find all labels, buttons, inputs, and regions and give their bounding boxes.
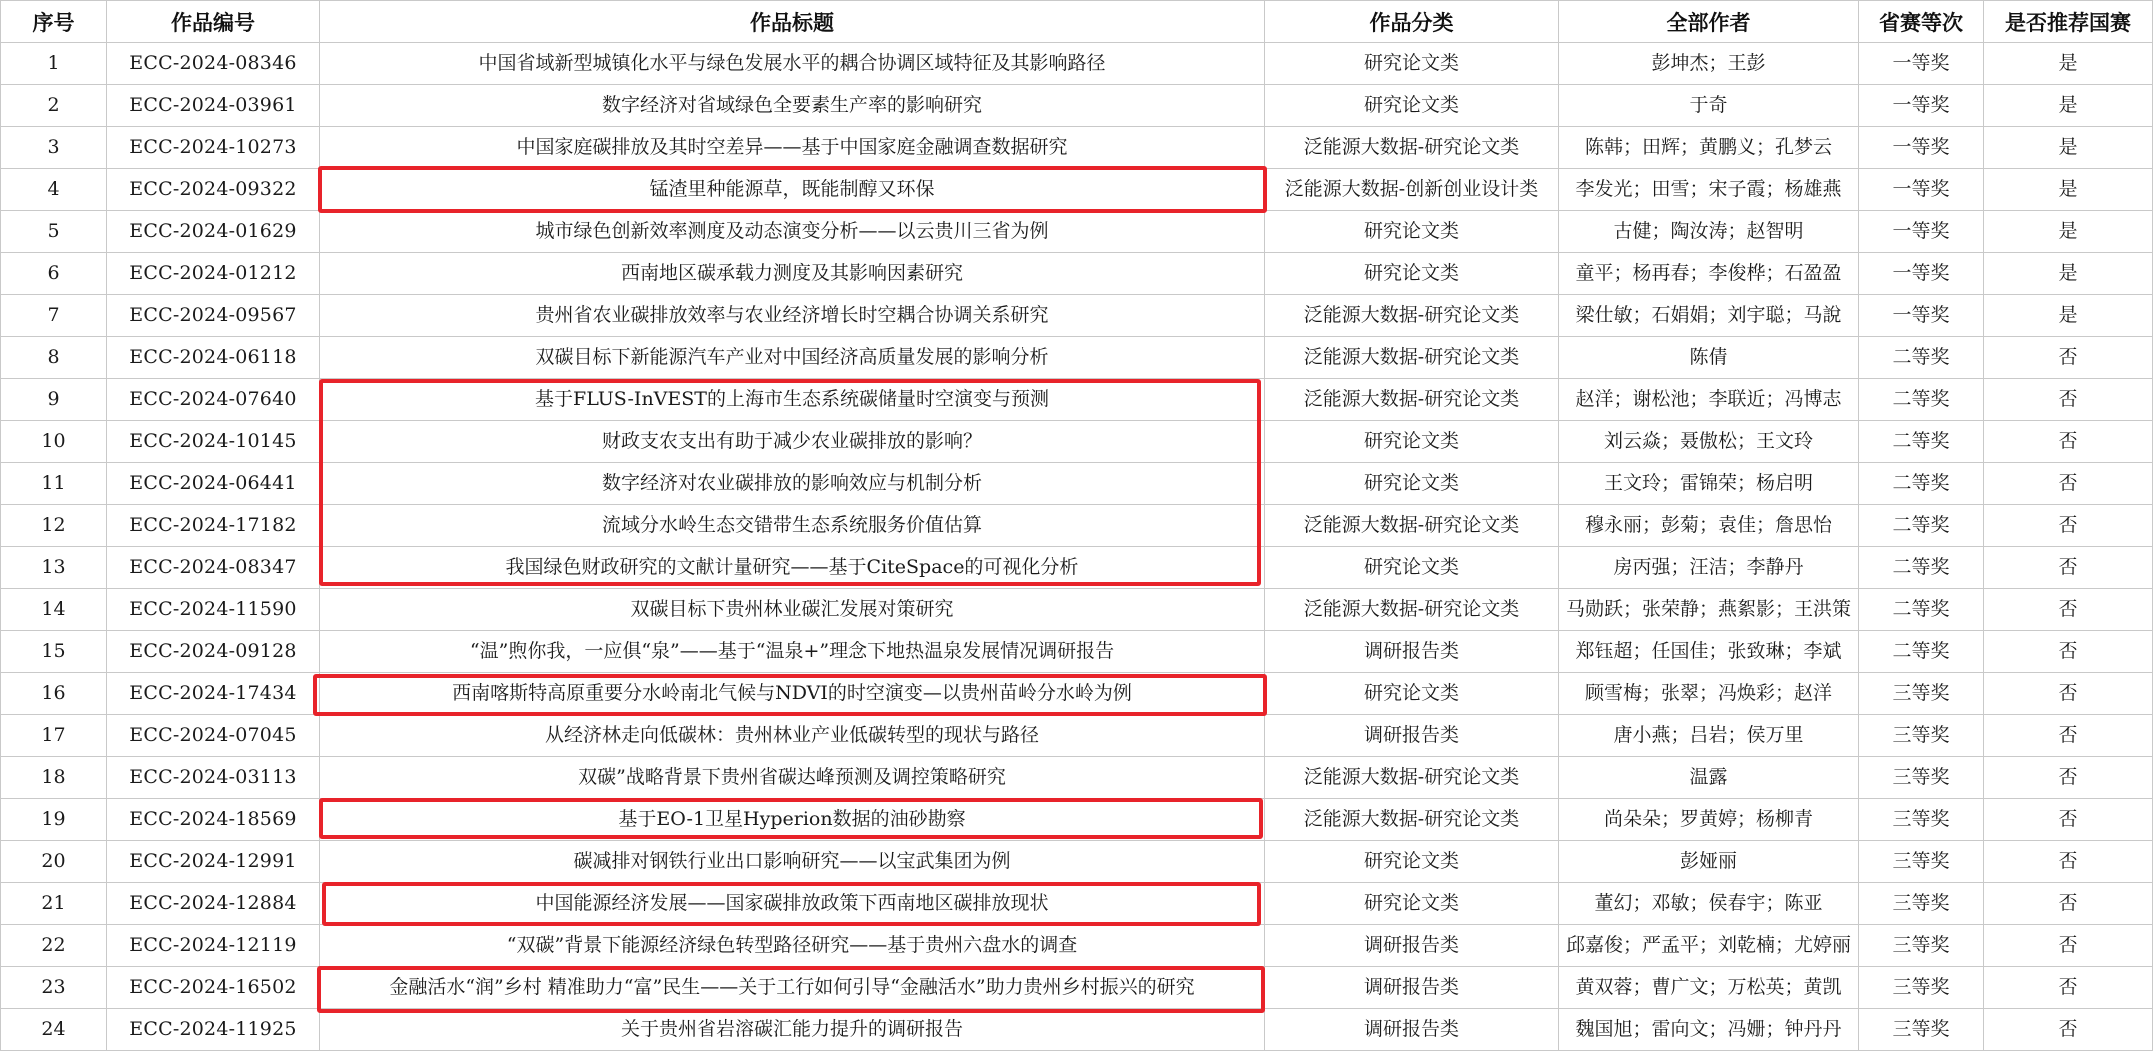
- cell-category[interactable]: 研究论文类: [1265, 253, 1559, 295]
- cell-title[interactable]: 双碳目标下新能源汽车产业对中国经济高质量发展的影响分析: [320, 337, 1265, 379]
- cell-category[interactable]: 调研报告类: [1265, 967, 1559, 1009]
- cell-category[interactable]: 研究论文类: [1265, 211, 1559, 253]
- cell-title[interactable]: 贵州省农业碳排放效率与农业经济增长时空耦合协调关系研究: [320, 295, 1265, 337]
- cell-category[interactable]: 泛能源大数据-研究论文类: [1265, 505, 1559, 547]
- cell-title[interactable]: 中国能源经济发展——国家碳排放政策下西南地区碳排放现状: [320, 883, 1265, 925]
- cell-number[interactable]: 17: [1, 715, 107, 757]
- cell-number[interactable]: 20: [1, 841, 107, 883]
- cell-title[interactable]: 双碳”战略背景下贵州省碳达峰预测及调控策略研究: [320, 757, 1265, 799]
- table-row[interactable]: [1, 799, 2153, 841]
- cell-number[interactable]: 11: [1, 463, 107, 505]
- cell-national[interactable]: 是: [1984, 85, 2153, 127]
- cell-authors[interactable]: 尚朵朵；罗黄婷；杨柳青: [1559, 799, 1859, 841]
- cell-national[interactable]: 否: [1984, 925, 2153, 967]
- header-cell-number[interactable]: 序号: [1, 1, 107, 43]
- cell-national[interactable]: 否: [1984, 883, 2153, 925]
- cell-number[interactable]: 19: [1, 799, 107, 841]
- cell-national[interactable]: 否: [1984, 463, 2153, 505]
- cell-title[interactable]: 我国绿色财政研究的文献计量研究——基于CiteSpace的可视化分析: [320, 547, 1265, 589]
- table-row[interactable]: [1, 43, 2153, 85]
- cell-title[interactable]: 基于FLUS-InVEST的上海市生态系统碳储量时空演变与预测: [320, 379, 1265, 421]
- cell-authors[interactable]: 赵洋；谢松池；李联近；冯博志: [1559, 379, 1859, 421]
- cell-authors[interactable]: 于奇: [1559, 85, 1859, 127]
- cell-category[interactable]: 泛能源大数据-创新创业设计类: [1265, 169, 1559, 211]
- cell-title[interactable]: 锰渣里种能源草，既能制醇又环保: [320, 169, 1265, 211]
- cell-prize[interactable]: 三等奖: [1859, 757, 1984, 799]
- cell-number[interactable]: 23: [1, 967, 107, 1009]
- cell-authors[interactable]: 唐小燕；吕岩；侯万里: [1559, 715, 1859, 757]
- table-row[interactable]: [1, 841, 2153, 883]
- cell-entry-id[interactable]: ECC-2024-10145: [107, 421, 320, 463]
- cell-number[interactable]: 9: [1, 379, 107, 421]
- cell-number[interactable]: 7: [1, 295, 107, 337]
- cell-title[interactable]: 金融活水“润”乡村 精准助力“富”民生——关于工行如何引导“金融活水”助力贵州乡村振兴的研究: [320, 967, 1265, 1009]
- cell-number[interactable]: 24: [1, 1009, 107, 1051]
- table-row[interactable]: [1, 337, 2153, 379]
- cell-prize[interactable]: 三等奖: [1859, 841, 1984, 883]
- cell-authors[interactable]: 马勋跃；张荣静；燕絮影；王洪策: [1559, 589, 1859, 631]
- cell-prize[interactable]: 一等奖: [1859, 85, 1984, 127]
- cell-authors[interactable]: 梁仕敏；石娟娟；刘宇聪；马說: [1559, 295, 1859, 337]
- cell-number[interactable]: 21: [1, 883, 107, 925]
- table-row[interactable]: [1, 883, 2153, 925]
- cell-number[interactable]: 3: [1, 127, 107, 169]
- cell-national[interactable]: 否: [1984, 799, 2153, 841]
- cell-number[interactable]: 8: [1, 337, 107, 379]
- cell-prize[interactable]: 二等奖: [1859, 463, 1984, 505]
- cell-entry-id[interactable]: ECC-2024-06118: [107, 337, 320, 379]
- cell-national[interactable]: 否: [1984, 421, 2153, 463]
- cell-national[interactable]: 是: [1984, 211, 2153, 253]
- cell-national[interactable]: 否: [1984, 967, 2153, 1009]
- cell-entry-id[interactable]: ECC-2024-01629: [107, 211, 320, 253]
- cell-prize[interactable]: 三等奖: [1859, 715, 1984, 757]
- cell-authors[interactable]: 刘云焱；聂傲松；王文玲: [1559, 421, 1859, 463]
- cell-entry-id[interactable]: ECC-2024-09567: [107, 295, 320, 337]
- cell-entry-id[interactable]: ECC-2024-07045: [107, 715, 320, 757]
- table-row[interactable]: [1, 127, 2153, 169]
- cell-category[interactable]: 泛能源大数据-研究论文类: [1265, 295, 1559, 337]
- cell-prize[interactable]: 一等奖: [1859, 295, 1984, 337]
- cell-authors[interactable]: 陈倩: [1559, 337, 1859, 379]
- header-cell-national[interactable]: 是否推荐国赛: [1984, 1, 2153, 43]
- cell-entry-id[interactable]: ECC-2024-11925: [107, 1009, 320, 1051]
- cell-entry-id[interactable]: ECC-2024-06441: [107, 463, 320, 505]
- cell-authors[interactable]: 童平；杨再春；李俊桦；石盈盈: [1559, 253, 1859, 295]
- cell-category[interactable]: 调研报告类: [1265, 925, 1559, 967]
- cell-category[interactable]: 研究论文类: [1265, 463, 1559, 505]
- cell-authors[interactable]: 李发光；田雪；宋子霞；杨雄燕: [1559, 169, 1859, 211]
- cell-prize[interactable]: 三等奖: [1859, 673, 1984, 715]
- cell-prize[interactable]: 二等奖: [1859, 337, 1984, 379]
- cell-prize[interactable]: 三等奖: [1859, 925, 1984, 967]
- cell-prize[interactable]: 一等奖: [1859, 169, 1984, 211]
- cell-number[interactable]: 14: [1, 589, 107, 631]
- cell-category[interactable]: 研究论文类: [1265, 421, 1559, 463]
- cell-national[interactable]: 否: [1984, 589, 2153, 631]
- cell-title[interactable]: 数字经济对省域绿色全要素生产率的影响研究: [320, 85, 1265, 127]
- header-cell-entry-id[interactable]: 作品编号: [107, 1, 320, 43]
- cell-title[interactable]: “温”煦你我，一应俱“泉”——基于“温泉+”理念下地热温泉发展情况调研报告: [320, 631, 1265, 673]
- cell-entry-id[interactable]: ECC-2024-17434: [107, 673, 320, 715]
- cell-title[interactable]: 西南地区碳承载力测度及其影响因素研究: [320, 253, 1265, 295]
- cell-number[interactable]: 2: [1, 85, 107, 127]
- cell-category[interactable]: 研究论文类: [1265, 673, 1559, 715]
- cell-authors[interactable]: 黄双蓉；曹广文；万松英；黄凯: [1559, 967, 1859, 1009]
- cell-category[interactable]: 调研报告类: [1265, 715, 1559, 757]
- cell-entry-id[interactable]: ECC-2024-09322: [107, 169, 320, 211]
- header-cell-prize[interactable]: 省赛等次: [1859, 1, 1984, 43]
- table-row[interactable]: [1, 421, 2153, 463]
- cell-category[interactable]: 研究论文类: [1265, 43, 1559, 85]
- cell-national[interactable]: 否: [1984, 673, 2153, 715]
- cell-prize[interactable]: 三等奖: [1859, 799, 1984, 841]
- cell-entry-id[interactable]: ECC-2024-12884: [107, 883, 320, 925]
- cell-entry-id[interactable]: ECC-2024-17182: [107, 505, 320, 547]
- cell-national[interactable]: 是: [1984, 127, 2153, 169]
- cell-number[interactable]: 18: [1, 757, 107, 799]
- cell-prize[interactable]: 三等奖: [1859, 967, 1984, 1009]
- cell-category[interactable]: 调研报告类: [1265, 1009, 1559, 1051]
- cell-category[interactable]: 泛能源大数据-研究论文类: [1265, 757, 1559, 799]
- cell-entry-id[interactable]: ECC-2024-08347: [107, 547, 320, 589]
- cell-title[interactable]: 西南喀斯特高原重要分水岭南北气候与NDVI的时空演变—以贵州苗岭分水岭为例: [320, 673, 1265, 715]
- cell-prize[interactable]: 二等奖: [1859, 547, 1984, 589]
- cell-title[interactable]: 流域分水岭生态交错带生态系统服务价值估算: [320, 505, 1265, 547]
- cell-entry-id[interactable]: ECC-2024-12991: [107, 841, 320, 883]
- cell-category[interactable]: 调研报告类: [1265, 631, 1559, 673]
- cell-title[interactable]: 双碳目标下贵州林业碳汇发展对策研究: [320, 589, 1265, 631]
- cell-authors[interactable]: 陈韩；田辉；黄鹏义；孔梦云: [1559, 127, 1859, 169]
- table-row[interactable]: [1, 253, 2153, 295]
- table-row[interactable]: [1, 715, 2153, 757]
- cell-prize[interactable]: 二等奖: [1859, 631, 1984, 673]
- cell-number[interactable]: 6: [1, 253, 107, 295]
- cell-prize[interactable]: 一等奖: [1859, 253, 1984, 295]
- cell-national[interactable]: 是: [1984, 253, 2153, 295]
- cell-entry-id[interactable]: ECC-2024-03113: [107, 757, 320, 799]
- cell-number[interactable]: 22: [1, 925, 107, 967]
- cell-authors[interactable]: 顾雪梅；张翠；冯焕彩；赵洋: [1559, 673, 1859, 715]
- table-row[interactable]: [1, 211, 2153, 253]
- cell-prize[interactable]: 一等奖: [1859, 211, 1984, 253]
- cell-number[interactable]: 1: [1, 43, 107, 85]
- cell-authors[interactable]: 彭坤杰；王彭: [1559, 43, 1859, 85]
- cell-title[interactable]: 基于EO-1卫星Hyperion数据的油砂勘察: [320, 799, 1265, 841]
- cell-authors[interactable]: 彭娅丽: [1559, 841, 1859, 883]
- cell-prize[interactable]: 二等奖: [1859, 505, 1984, 547]
- table-row[interactable]: [1, 85, 2153, 127]
- table-row[interactable]: [1, 673, 2153, 715]
- cell-category[interactable]: 研究论文类: [1265, 85, 1559, 127]
- cell-prize[interactable]: 二等奖: [1859, 379, 1984, 421]
- cell-title[interactable]: 关于贵州省岩溶碳汇能力提升的调研报告: [320, 1009, 1265, 1051]
- table-row[interactable]: [1, 589, 2153, 631]
- cell-entry-id[interactable]: ECC-2024-07640: [107, 379, 320, 421]
- cell-prize[interactable]: 二等奖: [1859, 589, 1984, 631]
- cell-authors[interactable]: 穆永丽；彭菊；袁佳；詹思怡: [1559, 505, 1859, 547]
- cell-authors[interactable]: 房丙强；汪洁；李静丹: [1559, 547, 1859, 589]
- cell-entry-id[interactable]: ECC-2024-12119: [107, 925, 320, 967]
- cell-category[interactable]: 泛能源大数据-研究论文类: [1265, 379, 1559, 421]
- cell-national[interactable]: 是: [1984, 295, 2153, 337]
- cell-national[interactable]: 否: [1984, 379, 2153, 421]
- cell-entry-id[interactable]: ECC-2024-08346: [107, 43, 320, 85]
- cell-entry-id[interactable]: ECC-2024-10273: [107, 127, 320, 169]
- header-cell-category[interactable]: 作品分类: [1265, 1, 1559, 43]
- cell-number[interactable]: 13: [1, 547, 107, 589]
- table-row[interactable]: [1, 967, 2153, 1009]
- cell-national[interactable]: 否: [1984, 505, 2153, 547]
- table-row[interactable]: [1, 169, 2153, 211]
- cell-authors[interactable]: 魏国旭；雷向文；冯姗；钟丹丹: [1559, 1009, 1859, 1051]
- cell-category[interactable]: 研究论文类: [1265, 841, 1559, 883]
- cell-entry-id[interactable]: ECC-2024-16502: [107, 967, 320, 1009]
- cell-number[interactable]: 5: [1, 211, 107, 253]
- cell-number[interactable]: 15: [1, 631, 107, 673]
- cell-number[interactable]: 4: [1, 169, 107, 211]
- table-row[interactable]: [1, 1009, 2153, 1051]
- table-row[interactable]: [1, 379, 2153, 421]
- table-header: [1, 1, 2153, 43]
- cell-title[interactable]: 中国家庭碳排放及其时空差异——基于中国家庭金融调查数据研究: [320, 127, 1265, 169]
- cell-entry-id[interactable]: ECC-2024-09128: [107, 631, 320, 673]
- cell-national[interactable]: 否: [1984, 631, 2153, 673]
- cell-title[interactable]: 碳减排对钢铁行业出口影响研究——以宝武集团为例: [320, 841, 1265, 883]
- cell-national[interactable]: 是: [1984, 169, 2153, 211]
- cell-category[interactable]: 泛能源大数据-研究论文类: [1265, 589, 1559, 631]
- cell-national[interactable]: 否: [1984, 757, 2153, 799]
- cell-authors[interactable]: 古健；陶汝涛；赵智明: [1559, 211, 1859, 253]
- cell-national[interactable]: 是: [1984, 43, 2153, 85]
- cell-authors[interactable]: 温露: [1559, 757, 1859, 799]
- cell-category[interactable]: 泛能源大数据-研究论文类: [1265, 127, 1559, 169]
- cell-category[interactable]: 泛能源大数据-研究论文类: [1265, 799, 1559, 841]
- cell-number[interactable]: 16: [1, 673, 107, 715]
- cell-national[interactable]: 否: [1984, 547, 2153, 589]
- cell-entry-id[interactable]: ECC-2024-03961: [107, 85, 320, 127]
- cell-title[interactable]: 城市绿色创新效率测度及动态演变分析——以云贵川三省为例: [320, 211, 1265, 253]
- cell-national[interactable]: 否: [1984, 1009, 2153, 1051]
- cell-entry-id[interactable]: ECC-2024-01212: [107, 253, 320, 295]
- table-row[interactable]: [1, 631, 2153, 673]
- header-cell-title[interactable]: 作品标题: [320, 1, 1265, 43]
- table-row[interactable]: [1, 925, 2153, 967]
- cell-prize[interactable]: 一等奖: [1859, 127, 1984, 169]
- cell-prize[interactable]: 三等奖: [1859, 883, 1984, 925]
- cell-prize[interactable]: 三等奖: [1859, 1009, 1984, 1051]
- cell-prize[interactable]: 二等奖: [1859, 421, 1984, 463]
- cell-title[interactable]: 中国省域新型城镇化水平与绿色发展水平的耦合协调区域特征及其影响路径: [320, 43, 1265, 85]
- cell-title[interactable]: 从经济林走向低碳林：贵州林业产业低碳转型的现状与路径: [320, 715, 1265, 757]
- cell-entry-id[interactable]: ECC-2024-18569: [107, 799, 320, 841]
- cell-title[interactable]: 数字经济对农业碳排放的影响效应与机制分析: [320, 463, 1265, 505]
- cell-category[interactable]: 泛能源大数据-研究论文类: [1265, 337, 1559, 379]
- cell-authors[interactable]: 董幻；邓敏；侯春宇；陈亚: [1559, 883, 1859, 925]
- cell-authors[interactable]: 郑钰超；任国佳；张致琳；李斌: [1559, 631, 1859, 673]
- cell-category[interactable]: 研究论文类: [1265, 547, 1559, 589]
- header-row: [1, 1, 2153, 43]
- table-row[interactable]: [1, 757, 2153, 799]
- table-row[interactable]: [1, 295, 2153, 337]
- table-row[interactable]: [1, 463, 2153, 505]
- table-row[interactable]: [1, 547, 2153, 589]
- cell-authors[interactable]: 王文玲；雷锦荣；杨启明: [1559, 463, 1859, 505]
- header-cell-authors[interactable]: 全部作者: [1559, 1, 1859, 43]
- cell-authors[interactable]: 邱嘉俊；严孟平；刘乾楠；尤婷丽: [1559, 925, 1859, 967]
- cell-number[interactable]: 10: [1, 421, 107, 463]
- cell-title[interactable]: 财政支农支出有助于减少农业碳排放的影响？: [320, 421, 1265, 463]
- table-body: [1, 43, 2153, 1051]
- table-row[interactable]: [1, 505, 2153, 547]
- cell-entry-id[interactable]: ECC-2024-11590: [107, 589, 320, 631]
- cell-title[interactable]: “双碳”背景下能源经济绿色转型路径研究——基于贵州六盘水的调查: [320, 925, 1265, 967]
- cell-national[interactable]: 否: [1984, 841, 2153, 883]
- cell-prize[interactable]: 一等奖: [1859, 43, 1984, 85]
- cell-number[interactable]: 12: [1, 505, 107, 547]
- cell-category[interactable]: 研究论文类: [1265, 883, 1559, 925]
- cell-national[interactable]: 否: [1984, 715, 2153, 757]
- cell-national[interactable]: 否: [1984, 337, 2153, 379]
